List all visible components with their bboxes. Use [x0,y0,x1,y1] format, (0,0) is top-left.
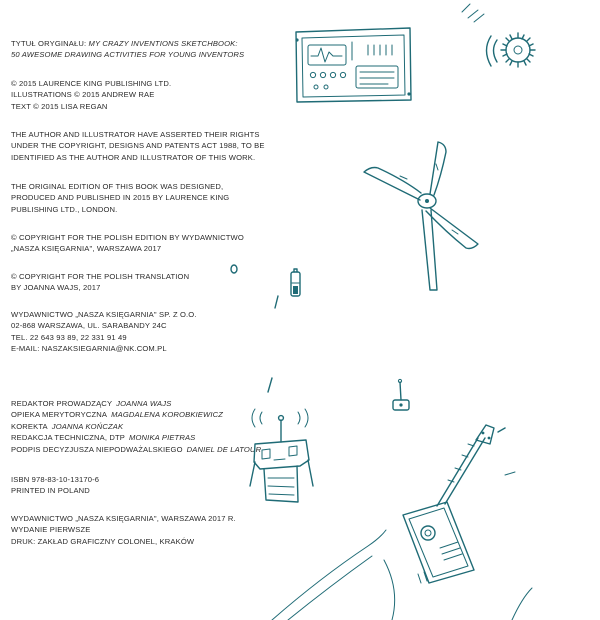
polish-edition-line: © COPYRIGHT FOR THE POLISH EDITION BY WYDAWNICTWO [11,233,244,242]
scribble-mark [268,378,272,392]
imprint-line: WYDANIE PIERWSZE [11,525,91,535]
original-title-line2: 50 AWESOME DRAWING ACTIVITIES FOR YOUNG INVENTORS [11,50,245,60]
credit-name: MONIKA PIETRAS [129,433,196,443]
address-line: TEL. 22 643 93 89, 22 331 91 49 [11,332,127,342]
scribble-mark [275,296,278,308]
edition-line: THE ORIGINAL EDITION OF THIS BOOK WAS DESIGNED, [11,182,224,191]
sketch-lines [272,472,532,620]
cigar-box-guitar-icon [403,425,505,583]
credit-role: REDAKTOR PROWADZĄCY [11,399,113,408]
credit-name: JOANNA WAJS [116,399,172,408]
original-title-line1: MY CRAZY INVENTIONS SKETCHBOOK: [88,39,238,48]
address-line: WYDAWNICTWO „NASZA KSIĘGARNIA" SP. Z O.O. [11,310,197,319]
translation-line: BY JOANNA WAJS, 2017 [11,283,101,293]
credit-name: MAGDALENA KOROBKIEWICZ [111,410,224,420]
credit-name: JOANNA KOŃCZAK [51,421,124,431]
translation-line: © COPYRIGHT FOR THE POLISH TRANSLATION [11,272,190,281]
imprint-line: DRUK: ZAKŁAD GRAFICZNY COLONEL, KRAKÓW [11,536,195,546]
email-line: E-MAIL: NASZAKSIEGARNIA@NK.COM.PL [11,344,167,354]
copyright-line: © 2015 LAURENCE KING PUBLISHING LTD. [11,79,172,88]
original-title-label: TYTUŁ ORYGINAŁU: [11,39,87,48]
copyright-line: TEXT © 2015 LISA REGAN [11,101,108,111]
printed-line: PRINTED IN POLAND [11,486,90,496]
credit-role: KOREKTA [11,421,48,431]
imprint-line: WYDAWNICTWO „NASZA KSIĘGARNIA", WARSZAWA 2017 R. [11,514,236,523]
copyright-line: ILLUSTRATIONS © 2015 ANDREW RAE [11,90,155,100]
credit-name: DANIEL DE LATOUR [186,444,262,454]
polish-edition-line: „NASZA KSIĘGARNIA", WARSZAWA 2017 [11,244,162,254]
remote-icon [393,379,409,410]
credit-role: REDAKCJA TECHNICZNA, DTP [11,433,126,443]
wind-turbine-icon [364,142,478,290]
robot-icon [250,409,313,502]
edition-line: PRODUCED AND PUBLISHED IN 2015 BY LAURENCE KING [11,193,230,203]
edition-line: PUBLISHING LTD., LONDON. [11,204,118,214]
rights-line: IDENTIFIED AS THE AUTHOR AND ILLUSTRATOR OF THIS WORK. [11,152,256,162]
battery-icon [291,269,300,296]
gear-icon [462,4,535,67]
credit-role: PODPIS DECYZJUSZA NIEPODWAŻALSKIEGO [11,444,183,454]
address-line: 02-868 WARSZAWA, UL. SARABANDY 24C [11,321,167,331]
control-panel-icon [295,28,411,102]
rights-line: THE AUTHOR AND ILLUSTRATOR HAVE ASSERTED THEIR RIGHTS [11,130,260,139]
credit-role: OPIEKA MERYTORYCZNA [11,410,108,420]
rights-line: UNDER THE COPYRIGHT, DESIGNS AND PATENTS ACT 1988, TO BE [11,141,265,151]
washer-icon [231,265,237,273]
isbn-line: ISBN 978-83-10-13170-6 [11,475,100,484]
